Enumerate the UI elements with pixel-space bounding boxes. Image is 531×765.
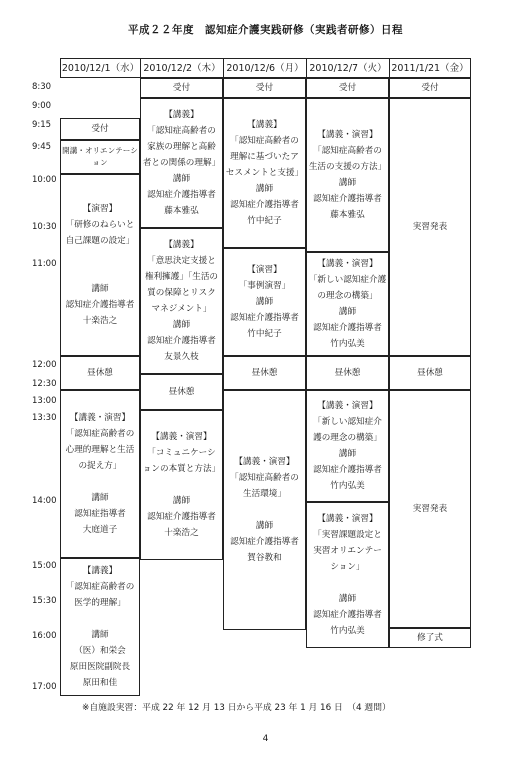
time-label: 9:15 (32, 120, 52, 130)
page-number: 4 (262, 734, 269, 744)
time-label: 14:00 (32, 496, 57, 506)
lunch-cell: 昼休憩 (140, 374, 223, 410)
time-label: 10:30 (32, 222, 57, 232)
session-cell: 【講義・演習】 「新しい認知症介護 の理念の構築」 講師 認知症介護指導者 竹内弘美 (306, 252, 389, 356)
session-cell: 【講義】 「認知症高齢者の 医学的理解」 講師 （医）和栄会 原田医院副院長 原田和佳 (60, 558, 140, 696)
session-cell: 【演習】 「事例演習」 講師 認知症介護指導者 竹中紀子 (223, 248, 306, 356)
time-label: 17:00 (32, 682, 57, 692)
time-label: 8:30 (32, 82, 52, 92)
time-label: 13:30 (32, 413, 57, 423)
lunch-cell: 昼休憩 (223, 356, 306, 390)
session-cell: 【講義】 「認知症高齢者の 理解に基づいたア セスメントと支援」 講師 認知症介護指導者 竹中紀子 (223, 98, 306, 248)
page-title: 平成２２年度 認知症介護実践研修（実践者研修）日程 (128, 24, 403, 36)
session-cell: 実習発表 (389, 390, 471, 628)
reception-cell: 受付 (140, 78, 223, 98)
time-label: 15:30 (32, 596, 57, 606)
time-label: 12:00 (32, 360, 57, 370)
orientation-cell: 開講・オリエンテーション (60, 140, 140, 174)
date-header: 2010/12/6（月） (223, 58, 306, 78)
time-label: 13:00 (32, 396, 57, 406)
date-header: 2010/12/7（火） (306, 58, 389, 78)
session-cell: 【講義・演習】 「認知症高齢者の 生活の支援の方法」 講師 認知症介護指導者 藤本雅弘 (306, 98, 389, 252)
reception-cell: 受付 (223, 78, 306, 98)
closing-cell: 修了式 (389, 628, 471, 648)
reception-cell: 受付 (389, 78, 471, 98)
date-header: 2010/12/1（水） (60, 58, 140, 78)
session-cell: 【講義・演習】 「認知症高齢者の 生活環境」 講師 認知症介護指導者 賀谷教和 (223, 390, 306, 630)
schedule-grid (60, 58, 471, 696)
date-header: 2010/12/2（木） (140, 58, 223, 78)
session-cell: 【講義・演習】 「実習課題設定と 実習オリエンテー ション」 講師 認知症介護指導者 竹内弘美 (306, 502, 389, 648)
session-cell: 【講義】 「意思決定支援と 権利擁護」「生活の 質の保障とリスク マネジメント」 講師 認知症介護指導者 友景久枝 (140, 228, 223, 374)
lunch-cell: 昼休憩 (389, 356, 471, 390)
session-cell: 【講義・演習】 「新しい認知症介 護の理念の構築」 講師 認知症介護指導者 竹内弘美 (306, 390, 389, 502)
time-label: 10:00 (32, 175, 57, 185)
time-label: 12:30 (32, 379, 57, 389)
lunch-cell: 昼休憩 (60, 356, 140, 390)
session-cell: 【講義】 「認知症高齢者の 家族の理解と高齢 者との関係の理解」 講師 認知症介護指導者 藤本雅弘 (140, 98, 223, 228)
session-cell: 【講義・演習】 「認知症高齢者の 心理的理解と生活 の捉え方」 講師 認知症指導者 大庭道子 (60, 390, 140, 558)
lunch-cell: 昼休憩 (306, 356, 389, 390)
session-cell: 実習発表 (389, 98, 471, 356)
time-label: 9:45 (32, 142, 52, 152)
footnote: ※自施設実習：平成 22 年 12 月 13 日から平成 23 年 1 月 16 日 （4 週間） (82, 703, 391, 713)
date-header: 2011/1/21（金） (389, 58, 471, 78)
time-label: 11:00 (32, 259, 57, 269)
session-cell: 【講義・演習】 「コミュニケーシ ョンの本質と方法」 講師 認知症介護指導者 十楽浩之 (140, 410, 223, 560)
session-cell: 【演習】 「研修のねらいと 自己課題の設定」 講師 認知症介護指導者 十楽浩之 (60, 174, 140, 356)
reception-cell: 受付 (306, 78, 389, 98)
time-label: 16:00 (32, 631, 57, 641)
reception-cell: 受付 (60, 118, 140, 140)
time-label: 15:00 (32, 561, 57, 571)
time-label: 9:00 (32, 101, 52, 111)
